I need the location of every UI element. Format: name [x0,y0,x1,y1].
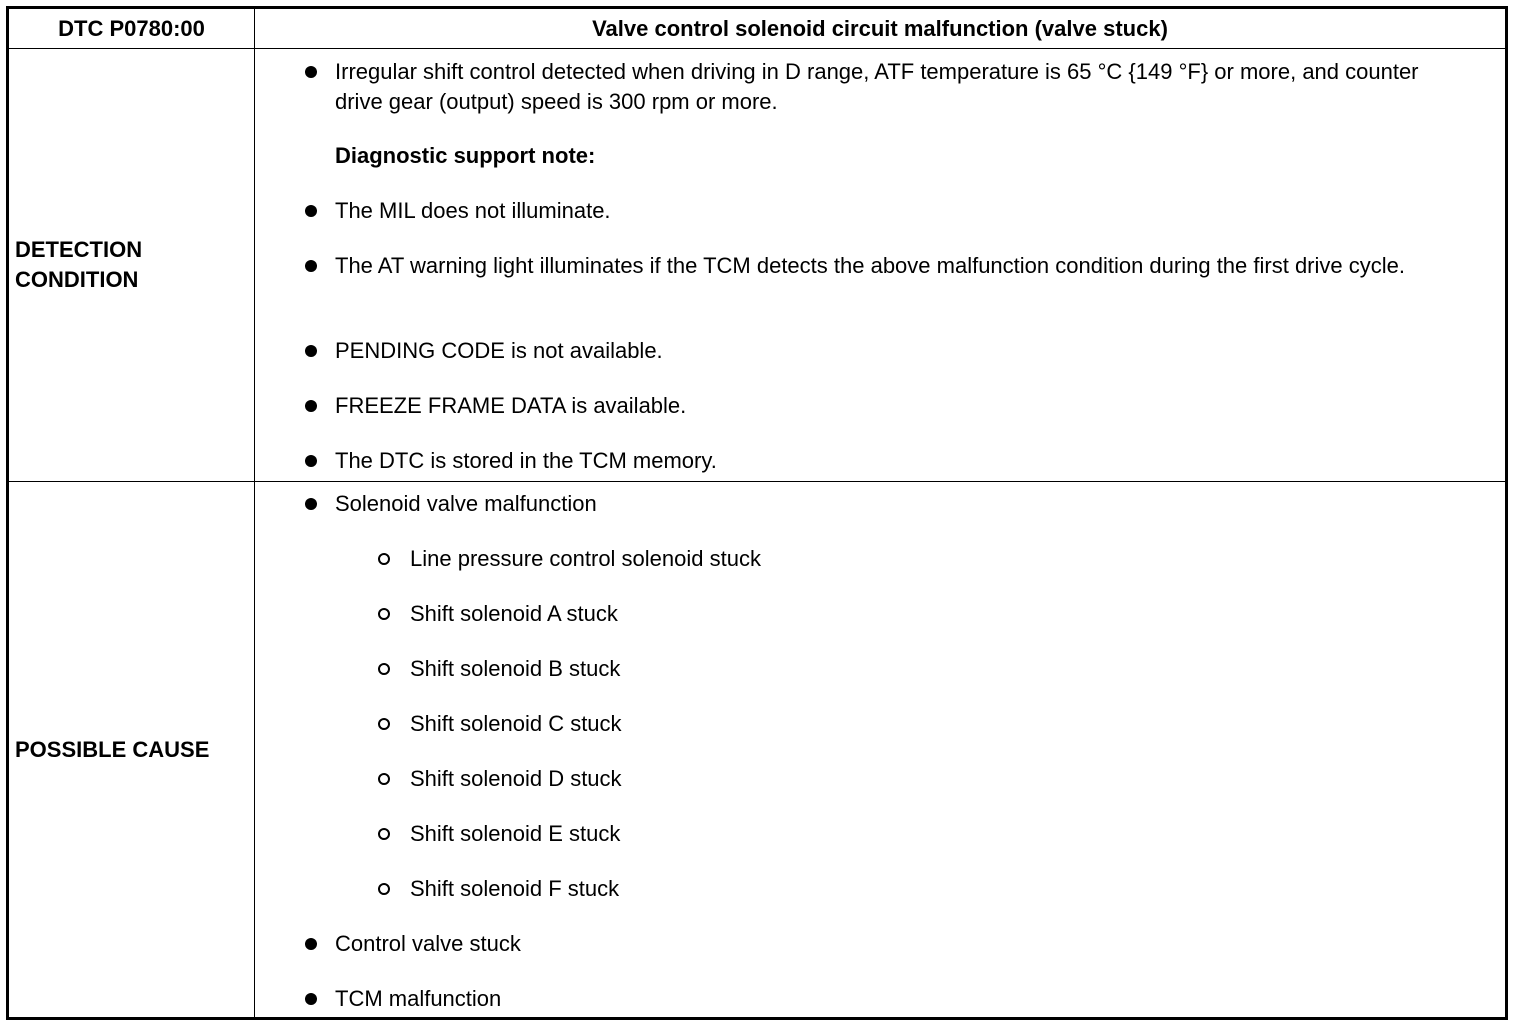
detection-label-line1: DETECTION [15,237,143,263]
sub-list-item: Shift solenoid B stuck [410,654,1465,684]
circle-bullet-icon [378,663,390,675]
possible-cause-label: POSSIBLE CAUSE [8,482,255,1019]
header-row [8,8,1507,49]
sub-list-item: Shift solenoid F stuck [410,874,1465,904]
list-item: TCM malfunction [335,984,1465,1014]
bullet-icon [305,205,317,217]
list-item: FREEZE FRAME DATA is available. [335,391,1465,421]
support-note-heading: Diagnostic support note: [335,143,596,169]
sub-list-item: Shift solenoid E stuck [410,819,1465,849]
list-item: Irregular shift control detected when driving in D range, ATF temperature is 65 °C {149 °F} or more, and counter drive gear (output) speed is 300 rpm or more. [335,57,1465,117]
circle-bullet-icon [378,718,390,730]
detection-label-line2: CONDITION [15,267,139,293]
sub-list-item: Shift solenoid C stuck [410,709,1465,739]
bullet-icon [305,400,317,412]
circle-bullet-icon [378,773,390,785]
bullet-icon [305,260,317,272]
circle-bullet-icon [378,828,390,840]
bullet-icon [305,938,317,950]
possible-cause-content [255,482,1507,1019]
detection-condition-content [255,49,1507,482]
bullet-icon [305,66,317,78]
circle-bullet-icon [378,553,390,565]
sub-list-item: Shift solenoid D stuck [410,764,1465,794]
possible-cause-row [8,482,1507,1019]
dtc-code: DTC P0780:00 [8,8,255,49]
circle-bullet-icon [378,883,390,895]
bullet-icon [305,993,317,1005]
list-item: Control valve stuck [335,929,1465,959]
list-item: Solenoid valve malfunction [335,489,1465,519]
list-item: The AT warning light illuminates if the TCM detects the above malfunction condition during the first drive cycle. [335,251,1465,281]
list-item: The MIL does not illuminate. [335,196,1465,226]
sub-list-item: Line pressure control solenoid stuck [410,544,1465,574]
bullet-icon [305,498,317,510]
bullet-icon [305,455,317,467]
circle-bullet-icon [378,608,390,620]
list-item: PENDING CODE is not available. [335,336,1465,366]
bullet-icon [305,345,317,357]
list-item: The DTC is stored in the TCM memory. [335,446,1465,476]
dtc-table [6,6,1508,1020]
sub-list-item: Shift solenoid A stuck [410,599,1465,629]
dtc-title: Valve control solenoid circuit malfunction (valve stuck) [255,8,1507,49]
detection-condition-label [8,49,255,482]
detection-condition-row [8,49,1507,482]
